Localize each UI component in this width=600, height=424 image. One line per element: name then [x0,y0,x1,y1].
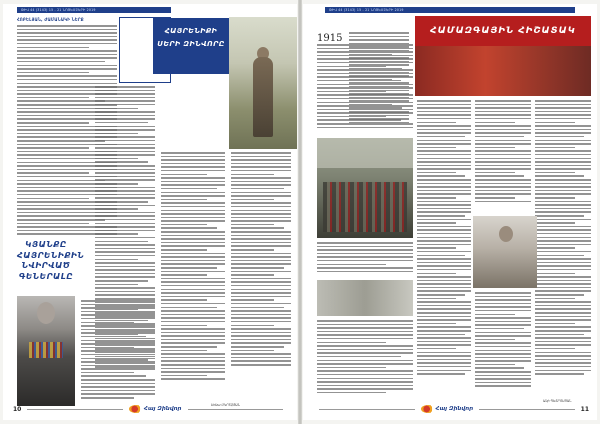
portrait-title-line-1: ԿՅԱՆՔԸ [25,240,67,249]
flame-icon [129,405,143,413]
soldier-photo [229,17,297,149]
right-column-1 [317,44,413,128]
left-column-portrait-side [81,300,155,399]
year-1915: 1915 [317,33,343,44]
right-column-1-lower [317,242,413,272]
left-header-strip [17,7,171,13]
left-footer-logo [129,405,182,413]
right-column-4 [535,100,591,375]
right-column-3-lower [475,292,531,387]
right-column-1-bottom [317,320,413,393]
right-page-number: 11 [580,405,589,413]
right-footer-logo [421,405,474,413]
flame-icon [421,405,435,413]
right-strip-text: ԹԻՎ 44 (3143) 15 - 21 ՆՈՅԵՄԲԵՐԻ 2019 [329,8,404,12]
left-column-3 [161,152,225,380]
right-title-banner [415,16,591,46]
left-page [3,4,297,420]
left-feature-title-line-2: ՍԵՐԻ ԶԻՆՎՈՐԸ [157,40,225,48]
right-banner-title: ՀԱՄԱԶԳԱՅԻՆ ՀԻՇԱՏԱԿ [430,26,576,36]
left-rubric: ՀՈԲԵԼՅԱՆ, ԺԱՄԱՆԱԿԻ ՆԵՐՔ [17,17,84,22]
portrait-title-line-2: ՀԱՅՐԵՆԻՔԻՆ [17,250,85,260]
left-footer [13,404,289,414]
general-portrait-photo [17,296,75,406]
child-photo [473,216,537,288]
page-gutter [298,0,302,424]
left-feature-title [153,25,229,51]
right-column-2 [417,100,471,375]
portrait-title [17,240,85,282]
left-feature-title-line-1: ՀԱՅՐԵՆԻՔԻ [164,27,218,35]
left-logo-text: Հայ Զինվոր [143,406,182,412]
left-page-number: 10 [13,405,22,413]
procession-photo [317,138,413,238]
right-column-3 [475,100,531,202]
left-author-signature: Սոնա ՄԿՐՏՉՅԱՆ [211,403,241,407]
right-author-signature: Անի ՊԵՏՐՈՍՅԱՆ [543,399,572,403]
portrait-title-line-3: ՆՎԻՐՎԱԾ [21,261,71,270]
right-logo-text: Հայ Զինվոր [435,406,474,412]
memorial-photo [415,46,591,96]
right-header-strip [325,7,575,13]
crowd-photo [317,280,413,316]
right-footer [313,404,589,414]
left-strip-text: ԹԻՎ 44 (3143) 15 - 21 ՆՈՅԵՄԲԵՐԻ 2019 [21,8,96,12]
portrait-title-line-4: ԳԵՆԵՐԱԼԸ [18,271,74,281]
right-page [303,4,597,420]
left-column-4 [231,152,291,366]
